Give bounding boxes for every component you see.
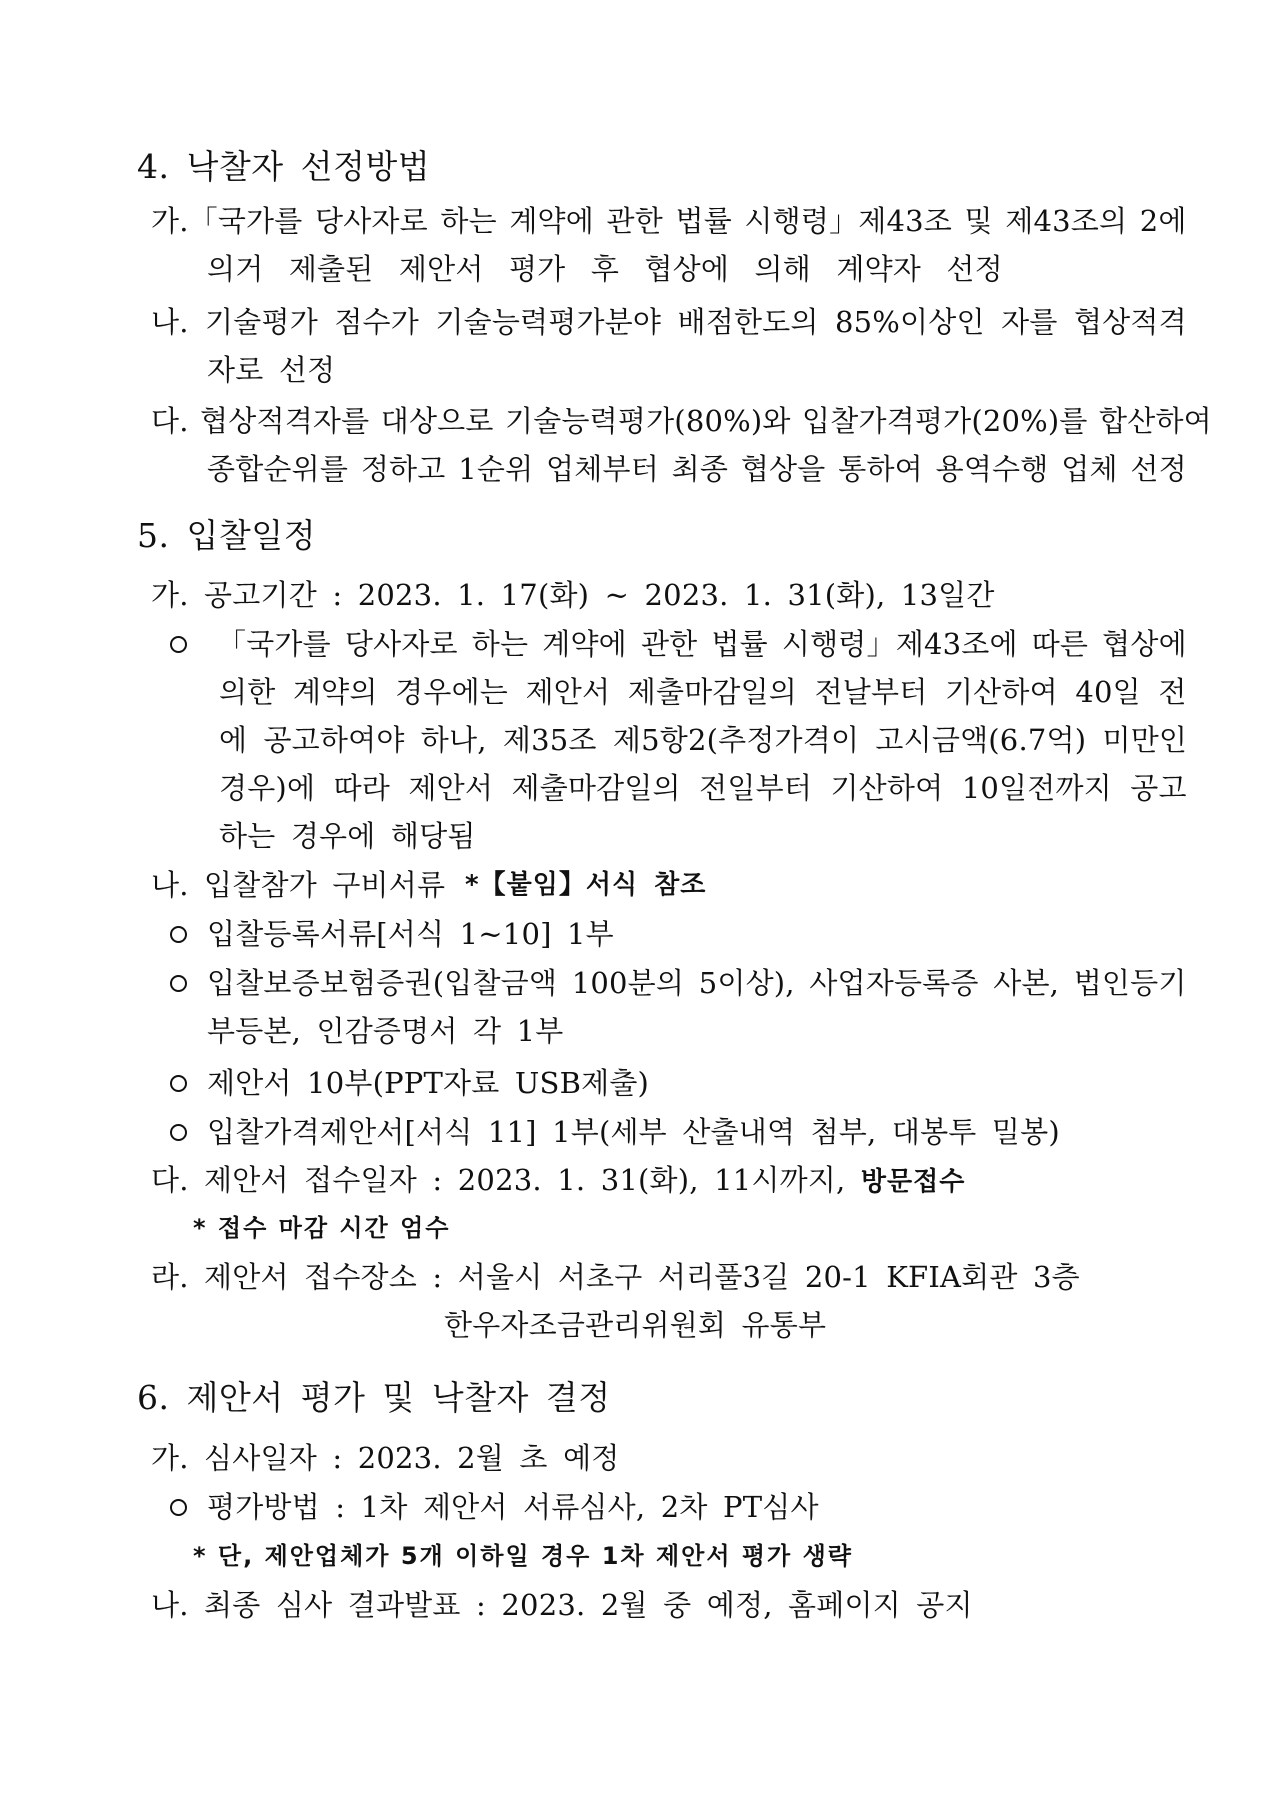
section5-b-item4: 입찰가격제안서[서식 11] 1부(세부 산출내역 첨부, 대봉투 밀봉) bbox=[207, 1115, 1060, 1149]
section6-a-note: * 단, 제안업체가 5개 이하일 경우 1차 제안서 평가 생략 bbox=[193, 1542, 853, 1570]
section5-a-note-line4: 경우)에 따라 제안서 제출마감일의 전일부터 기산하여 10일전까지 공고 bbox=[219, 771, 1187, 805]
section5-item-c-bold: 방문접수 bbox=[860, 1167, 966, 1197]
section6-item-a: 가. 심사일자 : 2023. 2월 초 예정 bbox=[151, 1441, 620, 1475]
section5-item-b: 나. 입찰참가 구비서류 bbox=[151, 868, 446, 902]
section5-item-c-text: 다. 제안서 접수일자 : 2023. 1. 31(화), 11시까지, bbox=[151, 1163, 846, 1197]
section4-item-c-line2: 종합순위를 정하고 1순위 업체부터 최종 협상을 통하여 용역수행 업체 선정 bbox=[207, 452, 1187, 486]
section5-a-note-line3: 에 공고하여야 하나, 제35조 제5항2(추정가격이 고시금액(6.7억) 미만인 bbox=[219, 723, 1188, 757]
section4-item-b-line1: 나. 기술평가 점수가 기술능력평가분야 배점한도의 85%이상인 자를 협상적격 bbox=[151, 305, 1187, 339]
section5-a-note-line2: 의한 계약의 경우에는 제안서 제출마감일의 전날부터 기산하여 40일 전 bbox=[219, 675, 1187, 709]
section5-title: 5. 입찰일정 bbox=[137, 516, 316, 555]
circle-bullet-icon bbox=[170, 1075, 187, 1092]
section4-item-a-line2: 의거 제출된 제안서 평가 후 협상에 의해 계약자 선정 bbox=[207, 252, 1003, 286]
section6-a-item1: 평가방법 : 1차 제안서 서류심사, 2차 PT심사 bbox=[207, 1490, 819, 1524]
circle-bullet-icon bbox=[170, 1499, 187, 1516]
circle-bullet-icon bbox=[170, 975, 187, 992]
circle-bullet-icon bbox=[170, 1124, 187, 1141]
section5-item-a: 가. 공고기간 : 2023. 1. 17(화) ~ 2023. 1. 31(화), 13일간 bbox=[151, 578, 995, 612]
circle-bullet-icon bbox=[170, 636, 187, 653]
section5-item-c-note: * 접수 마감 시간 엄수 bbox=[193, 1214, 451, 1242]
section5-item-b-reference: *【붙임】서식 참조 bbox=[465, 870, 707, 900]
section5-item-d-line2: 한우자조금관리위원회 유통부 bbox=[444, 1308, 827, 1342]
section5-item-c bbox=[151, 1160, 965, 1202]
section5-b-item3: 제안서 10부(PPT자료 USB제출) bbox=[207, 1066, 650, 1100]
circle-bullet-icon bbox=[170, 926, 187, 943]
section6-item-b: 나. 최종 심사 결과발표 : 2023. 2월 중 예정, 홈페이지 공지 bbox=[151, 1588, 973, 1622]
section5-a-note-line5: 하는 경우에 해당됨 bbox=[219, 819, 476, 853]
section5-a-note-line1: 「국가를 당사자로 하는 계약에 관한 법률 시행령」제43조에 따른 협상에 bbox=[217, 627, 1187, 661]
section5-item-d-line1: 라. 제안서 접수장소 : 서울시 서초구 서리풀3길 20-1 KFIA회관 3층 bbox=[151, 1260, 1080, 1294]
section4-item-b-line2: 자로 선정 bbox=[207, 353, 336, 387]
section4-item-c-line1: 다. 협상적격자를 대상으로 기술능력평가(80%)와 입찰가격평가(20%)를 합산하여 bbox=[151, 404, 1212, 438]
section5-b-item2-line2: 부등본, 인감증명서 각 1부 bbox=[207, 1014, 564, 1048]
section4-item-a-line1: 가.「국가를 당사자로 하는 계약에 관한 법률 시행령」제43조 및 제43조의 2에 bbox=[151, 204, 1187, 238]
section6-title: 6. 제안서 평가 및 낙찰자 결정 bbox=[137, 1378, 611, 1417]
section5-b-item2-line1: 입찰보증보험증권(입찰금액 100분의 5이상), 사업자등록증 사본, 법인등기 bbox=[207, 966, 1187, 1000]
section5-b-item1: 입찰등록서류[서식 1~10] 1부 bbox=[207, 917, 614, 951]
section4-title: 4. 낙찰자 선정방법 bbox=[137, 147, 431, 186]
